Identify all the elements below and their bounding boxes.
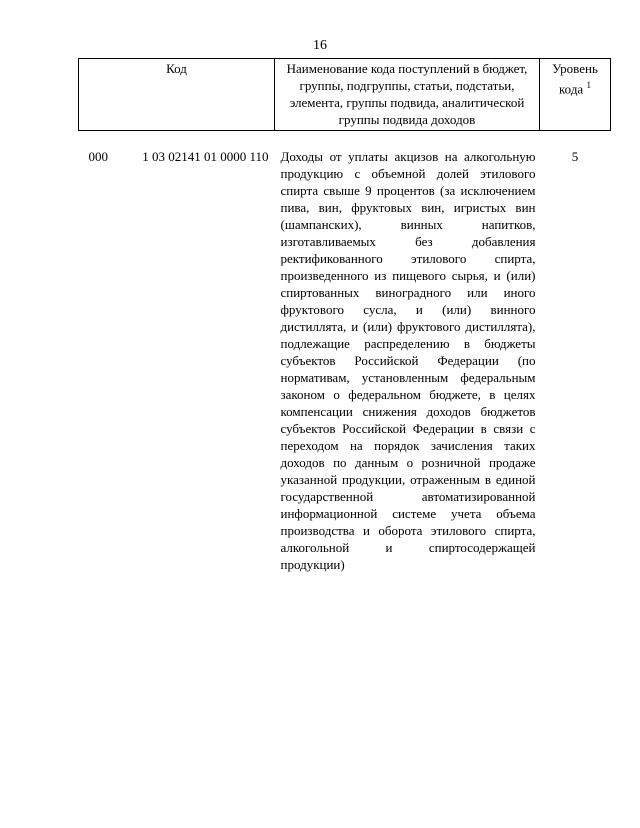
revenue-code: 1 03 02141 01 0000 110 — [142, 149, 269, 164]
header-name: Наименование кода поступлений в бюджет, группы, подгруппы, статьи, подстатьи, элемента, группы подвида, аналитической группы подвида доходов — [275, 59, 540, 131]
spacer-row — [79, 131, 611, 149]
admin-code: 000 — [88, 149, 108, 164]
page-number: 16 — [313, 38, 327, 53]
table-header-row — [79, 59, 611, 131]
code-level: 5 — [571, 149, 579, 164]
header-level — [540, 59, 611, 131]
header-level-label: Уровень кода — [552, 61, 598, 97]
revenue-code-table — [78, 58, 611, 573]
table-row — [79, 148, 611, 573]
revenue-name: Доходы от уплаты акцизов на алкогольную продукцию с объемной долей этилового спирта свыше 9 процентов (за исключением пива, вин, фруктовых вин, игристых вин (шампанских), винных напитков, изготавливаемых без добавления ректификованного этилового спирта, произведенного из пищевого сырья, и (или) спиртованных виноградного или иного фруктового сусла, и (или) винного дистиллята, и (или) фруктового дистиллята), подлежащие распределению в бюджеты субъектов Российской Федерации (по нормативам, установленным федеральным законом о федеральном бюджете, в целях компенсации снижения доходов бюджетов субъектов Российской Федерации в связи с переходом на порядок зачисления таких доходов по данным о розничной продаже указанной продукции, отраженным в единой государственной автоматизированной информационной системе учета объема производства и оборота этилового спирта, алкогольной и спиртосодержащей продукции) — [280, 149, 536, 572]
header-code: Код — [79, 59, 275, 131]
footnote-marker: 1 — [586, 80, 591, 90]
code-cell — [79, 148, 275, 165]
